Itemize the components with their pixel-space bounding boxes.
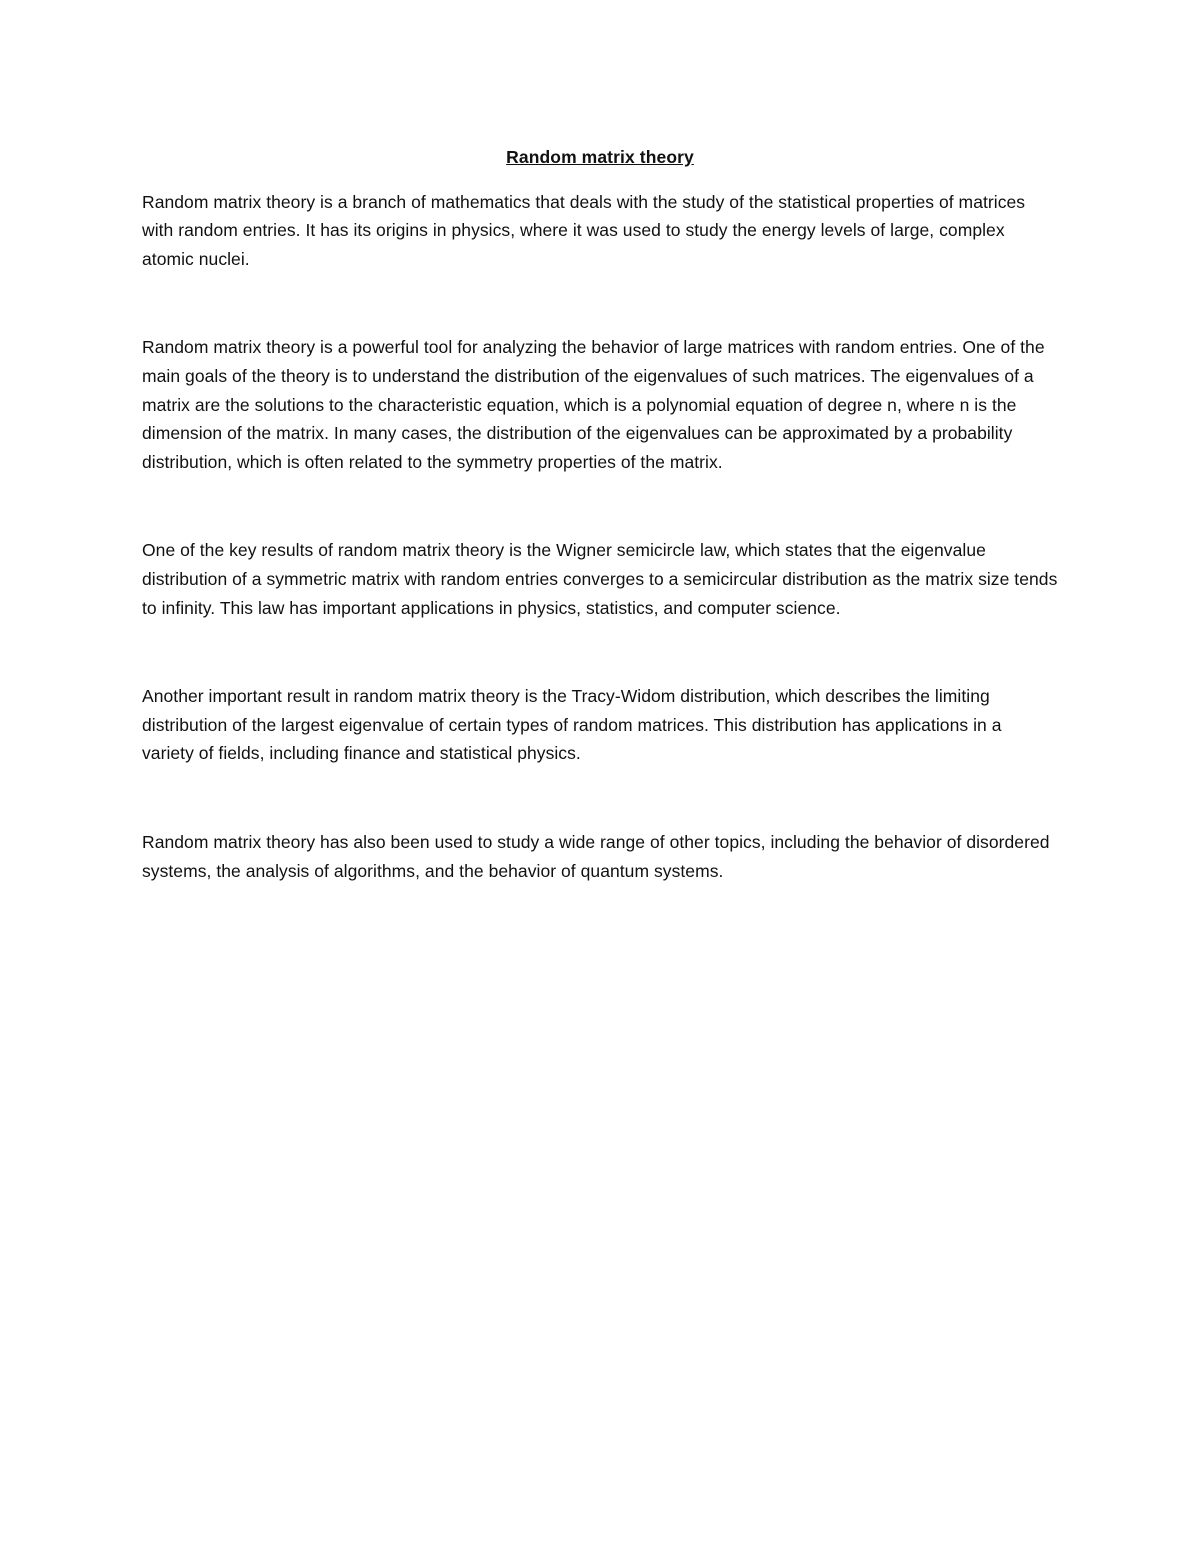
paragraph-gap [142,273,1058,333]
paragraph-5: Random matrix theory has also been used to study a wide range of other topics, including the behavior of disordered systems, the analysis of algorithms, and the behavior of quantum systems. [142,831,1050,881]
paragraph-2: Random matrix theory is a powerful tool for analyzing the behavior of large matrices with random entries. One of the main goals of the theory is to understand the distribution of the eigenvalues of such matrices. The eigenvalues of a matrix are the solutions to the characteristic equation, which is a polynomial equation of degree n, where n is the dimension of the matrix. In many cases, the distribution of the eigenvalues can be approximated by a probability distribution, which is often related to the symmetry properties of the matrix. [142,337,1045,472]
paragraph-gap [142,622,1058,682]
paragraph-gap [142,476,1058,536]
document-body [142,143,1058,885]
paragraph-3: One of the key results of random matrix theory is the Wigner semicircle law, which states that the eigenvalue distribution of a symmetric matrix with random entries converges to a semicircular distribution as the matrix size tends to infinity. This law has important applications in physics, statistics, and computer science. [142,540,1058,618]
paragraph-gap [142,768,1058,828]
paragraph-4: Another important result in random matrix theory is the Tracy-Widom distribution, which describes the limiting distribution of the largest eigenvalue of certain types of random matrices. This distribution has applications in a variety of fields, including finance and statistical physics. [142,686,1002,764]
paragraph-1: Random matrix theory is a branch of mathematics that deals with the study of the statistical properties of matrices with random entries. It has its origins in physics, where it was used to study the energy levels of large, complex atomic nuclei. [142,191,1026,269]
document-title: Random matrix theory [506,147,694,167]
